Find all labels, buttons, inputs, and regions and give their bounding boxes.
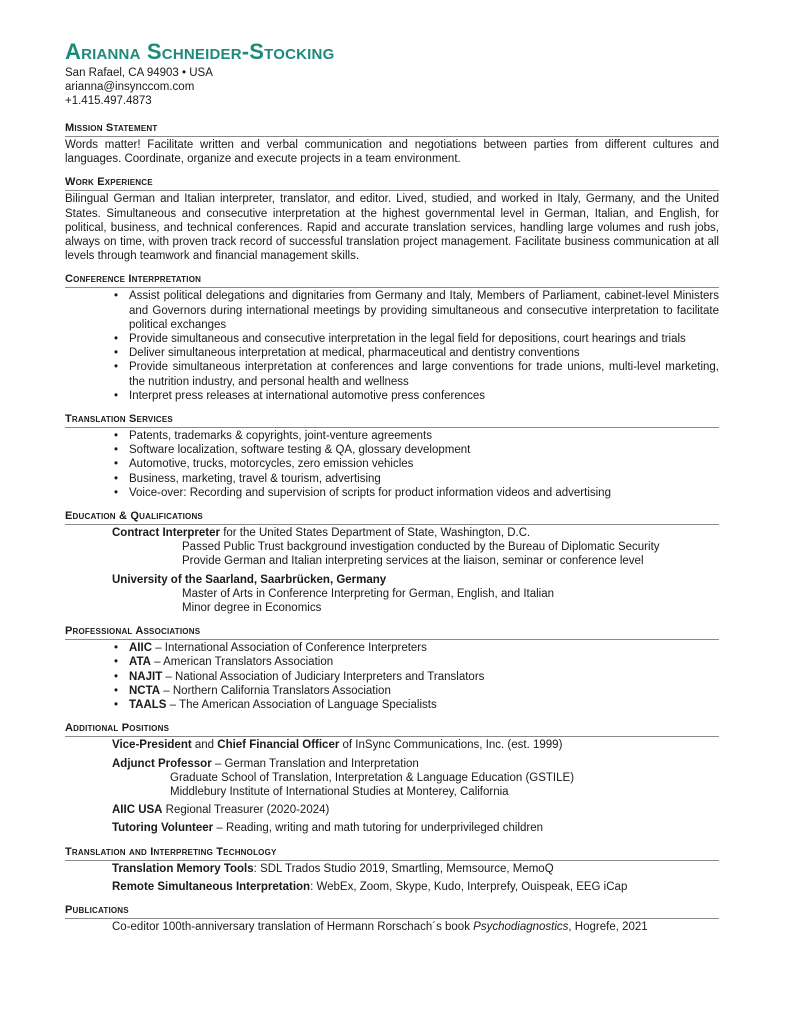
association-desc: – Northern California Translators Association: [160, 684, 391, 697]
association-desc: – International Association of Conference Interpreters: [152, 642, 427, 655]
contact-block: [65, 66, 719, 108]
section-title: Mission Statement: [65, 122, 719, 137]
mission-section: [65, 122, 719, 166]
entry-line: Master of Arts in Conference Interpreting for German, English, and Italian: [182, 587, 555, 600]
association-abbr: NAJIT: [129, 670, 163, 683]
associations-section: [65, 625, 719, 712]
position-entry: [65, 738, 719, 752]
technology-detail: : SDL Trados Studio 2019, Smartling, Memsource, MemoQ: [253, 862, 554, 875]
list-item: • Software localization, software testing & QA, glossary development: [129, 443, 719, 457]
list-item: [129, 655, 719, 669]
entry-line: Graduate School of Translation, Interpretation & Language Education (GSTILE): [170, 771, 575, 784]
position-entry: [65, 821, 719, 835]
entry-title: Contract Interpreter: [112, 527, 220, 540]
section-title: Conference Interpretation: [65, 273, 719, 288]
section-title: Translation Services: [65, 413, 719, 428]
list-item: • Interpret press releases at international automotive press conferences: [129, 389, 719, 403]
section-title: Education & Qualifications: [65, 510, 719, 525]
publication-entry: [65, 920, 719, 934]
list-item: [129, 641, 719, 655]
section-title: Additional Positions: [65, 722, 719, 737]
entry-line: Minor degree in Economics: [182, 602, 322, 615]
section-title: Translation and Interpreting Technology: [65, 846, 719, 861]
publication-text: Co-editor 100th-anniversary translation of Hermann Rorschach´s book: [112, 920, 474, 933]
publication-text: , Hogrefe, 2021: [568, 920, 648, 933]
conference-section: [65, 273, 719, 403]
mission-text: Words matter! Facilitate written and verbal communication and negotiations between parties from different cultures and languages. Coordinate, organize and execute projects in a team environment.: [65, 139, 719, 166]
list-item: [129, 670, 719, 684]
list-item: • Patents, trademarks & copyrights, joint-venture agreements: [129, 429, 719, 443]
positions-section: [65, 722, 719, 835]
entry-line: Passed Public Trust background investigation conducted by the Bureau of Diplomatic Security: [182, 541, 660, 554]
position-connector: and: [191, 739, 218, 752]
technology-entry: [65, 862, 719, 876]
translation-list: [65, 429, 719, 500]
association-desc: – The American Association of Language Specialists: [166, 699, 437, 712]
position-detail: Regional Treasurer (2020-2024): [162, 804, 330, 817]
candidate-name: Arianna Schneider-Stocking: [65, 39, 335, 64]
technology-section: [65, 846, 719, 894]
technology-detail: : WebEx, Zoom, Skype, Kudo, Interprefy, Ouispeak, EEG iCap: [310, 880, 628, 893]
email[interactable]: arianna@insynccom.com: [65, 81, 195, 93]
position-detail: – German Translation and Interpretation: [211, 757, 419, 770]
association-desc: – National Association of Judiciary Interpreters and Translators: [162, 670, 485, 683]
work-section: [65, 176, 719, 263]
position-title: Adjunct Professor: [112, 757, 212, 770]
list-item: • Provide simultaneous interpretation at conferences and large conventions for trade unions, multi-level marketing, the nutrition industry, and personal health and wellness: [129, 360, 719, 388]
list-item: • Automotive, trucks, motorcycles, zero emission vehicles: [129, 457, 719, 471]
list-item: [129, 684, 719, 698]
technology-entry: [65, 880, 719, 894]
position-title: AIIC USA: [112, 804, 163, 817]
position-title: Vice-President: [112, 739, 192, 752]
section-title: Work Experience: [65, 176, 719, 191]
list-item: • Voice-over: Recording and supervision of scripts for product information videos and advertising: [129, 486, 719, 500]
list-item: • Business, marketing, travel & tourism, advertising: [129, 472, 719, 486]
list-item: [129, 698, 719, 712]
entry-title: University of the Saarland, Saarbrücken, Germany: [112, 573, 387, 586]
association-abbr: ATA: [129, 656, 151, 669]
position-title: Tutoring Volunteer: [112, 822, 214, 835]
associations-list: [65, 641, 719, 712]
list-item: • Provide simultaneous and consecutive interpretation in the legal field for depositions, court hearings and trials: [129, 332, 719, 346]
position-entry: [65, 757, 719, 800]
education-section: [65, 510, 719, 615]
association-abbr: NCTA: [129, 684, 161, 697]
list-item: • Deliver simultaneous interpretation at medical, pharmaceutical and dentistry conventions: [129, 346, 719, 360]
section-title: Publications: [65, 904, 719, 919]
technology-label: Remote Simultaneous Interpretation: [112, 880, 311, 893]
position-entry: [65, 803, 719, 817]
conference-list: [65, 289, 719, 403]
position-detail: of InSync Communications, Inc. (est. 1999): [339, 739, 563, 752]
association-desc: – American Translators Association: [150, 656, 334, 669]
section-title: Professional Associations: [65, 625, 719, 640]
list-item: • Assist political delegations and dignitaries from Germany and Italy, Members of Parliament, cabinet-level Ministers and Governors during international meetings by providing simultaneous and consecutive interpretation to facilitate political exchanges: [129, 289, 719, 332]
association-abbr: AIIC: [129, 642, 152, 655]
address: San Rafael, CA 94903 • USA: [65, 67, 213, 79]
education-entry: [65, 573, 719, 616]
position-detail: – Reading, writing and math tutoring for underprivileged children: [213, 822, 544, 835]
publication-book-title: Psychodiagnostics: [473, 920, 569, 933]
work-text: Bilingual German and Italian interpreter, translator, and editor. Lived, studied, and worked in Italy, Germany, and the United States. Simultaneous and consecutive interpretation at the highest governmental level in German, Italian, and English, for political, business, and technical conferences. Rapid and accurate translation services, handling large volumes and rush jobs, always on time, with proven track record of successful translation project management. Facilitate business communication at all levels through teamwork and financial management skills.: [65, 193, 719, 263]
association-abbr: TAALS: [129, 699, 167, 712]
technology-label: Translation Memory Tools: [112, 862, 254, 875]
position-title: Chief Financial Officer: [217, 739, 340, 752]
phone: +1.415.497.4873: [65, 95, 152, 107]
education-entry: [65, 526, 719, 569]
entry-line: Provide German and Italian interpreting services at the liaison, seminar or conference level: [182, 555, 644, 568]
entry-detail: for the United States Department of State, Washington, D.C.: [220, 527, 531, 540]
resume-page: [65, 40, 719, 934]
publications-section: [65, 904, 719, 934]
translation-section: [65, 413, 719, 500]
entry-line: Middlebury Institute of International Studies at Monterey, California: [170, 785, 509, 798]
